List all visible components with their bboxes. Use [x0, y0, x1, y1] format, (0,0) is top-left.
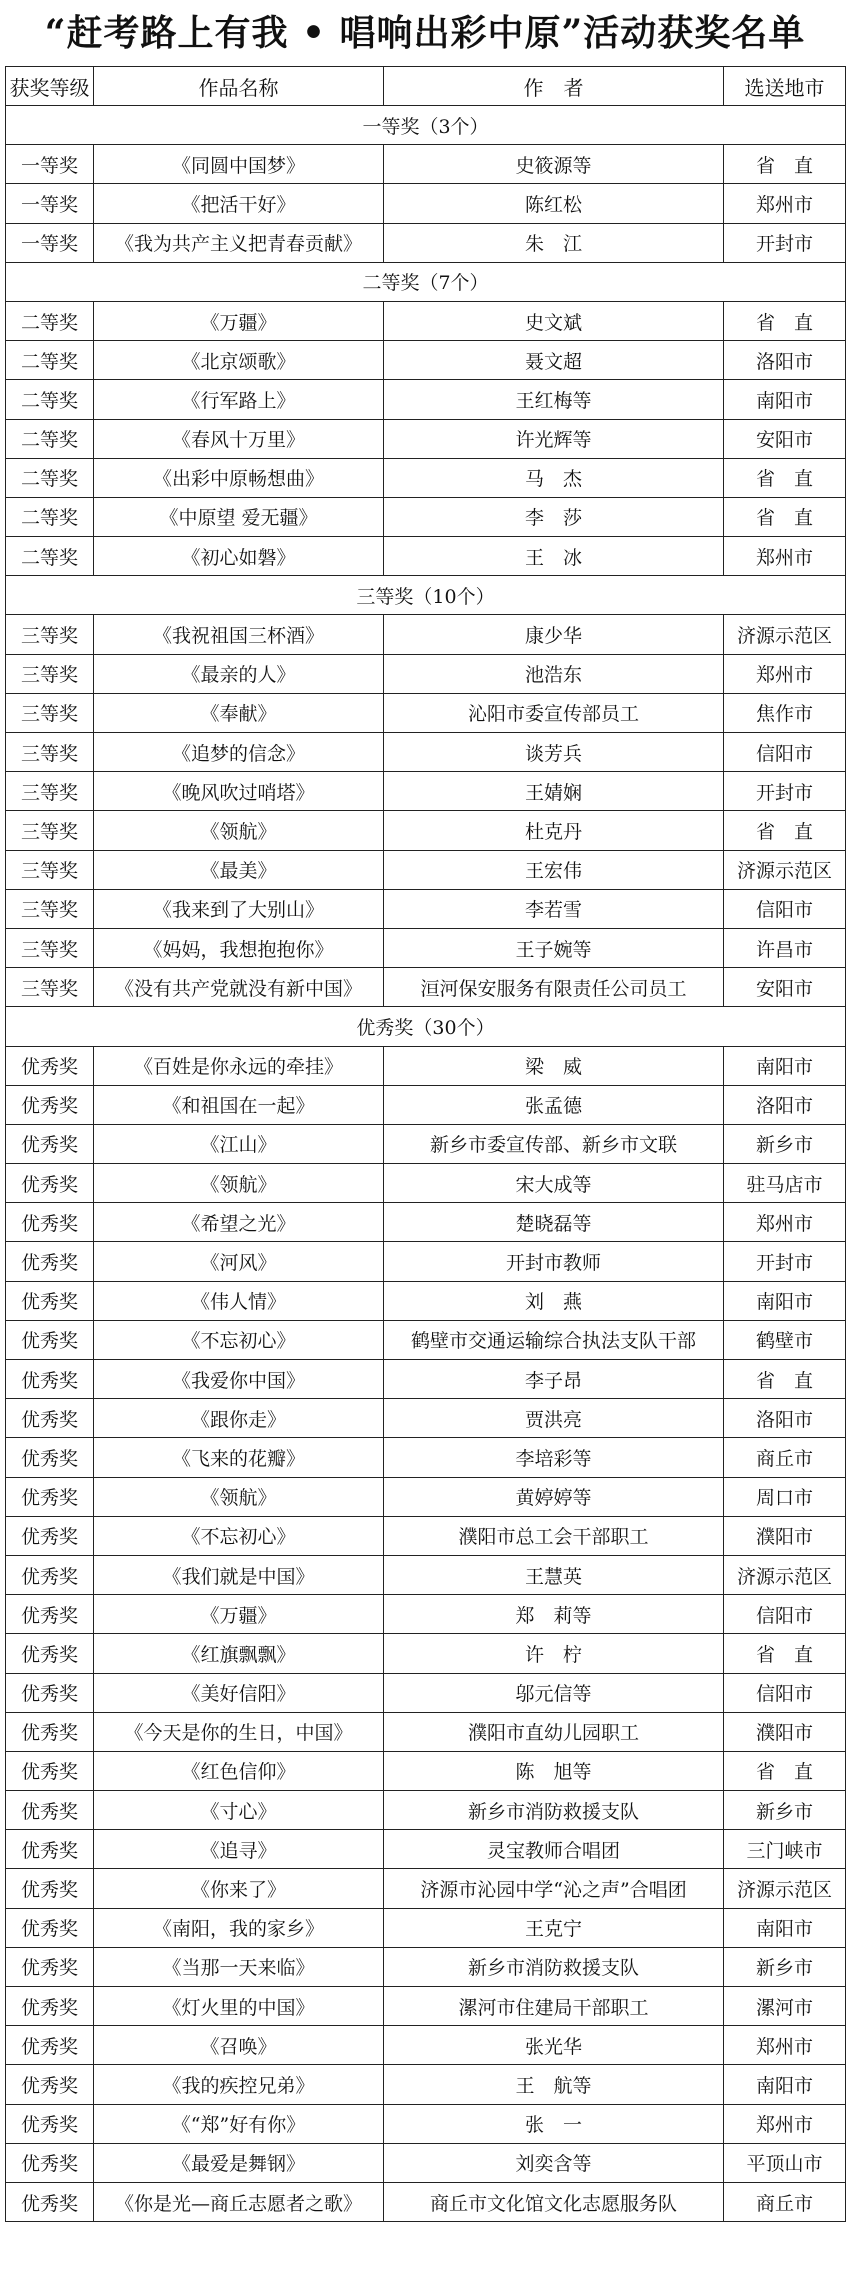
table-row	[6, 968, 846, 1007]
page-title: “赶考路上有我 • 唱响出彩中原”活动获奖名单	[44, 12, 806, 54]
author-cell: 濮阳市总工会干部职工	[384, 1516, 724, 1555]
award-level-cell: 优秀奖	[6, 1399, 94, 1438]
header-work-title: 作品名称	[94, 67, 384, 106]
award-level-cell: 优秀奖	[6, 1869, 94, 1908]
region-cell: 商丘市	[724, 1438, 846, 1477]
work-title-cell: 《灯火里的中国》	[94, 1987, 384, 2026]
award-level-cell: 优秀奖	[6, 1085, 94, 1124]
region-cell: 安阳市	[724, 419, 846, 458]
table-row	[6, 1947, 846, 1986]
award-level-cell: 优秀奖	[6, 1360, 94, 1399]
table-row	[6, 1634, 846, 1673]
table-row	[6, 1869, 846, 1908]
region-cell: 洛阳市	[724, 1085, 846, 1124]
region-cell: 南阳市	[724, 1046, 846, 1085]
region-cell: 济源示范区	[724, 1869, 846, 1908]
author-cell: 王慧英	[384, 1555, 724, 1594]
header-author: 作 者	[384, 67, 724, 106]
award-level-cell: 优秀奖	[6, 1555, 94, 1594]
author-cell: 王红梅等	[384, 380, 724, 419]
table-row	[6, 1360, 846, 1399]
author-cell: 史文斌	[384, 301, 724, 340]
author-cell: 沁阳市委宣传部员工	[384, 693, 724, 732]
region-cell: 信阳市	[724, 1595, 846, 1634]
award-level-cell: 优秀奖	[6, 1438, 94, 1477]
region-cell: 新乡市	[724, 1791, 846, 1830]
region-cell: 开封市	[724, 772, 846, 811]
author-cell: 王婧娴	[384, 772, 724, 811]
region-cell: 周口市	[724, 1477, 846, 1516]
region-cell: 郑州市	[724, 537, 846, 576]
region-cell: 郑州市	[724, 654, 846, 693]
award-level-cell: 优秀奖	[6, 1947, 94, 1986]
region-cell: 驻马店市	[724, 1164, 846, 1203]
award-level-cell: 三等奖	[6, 733, 94, 772]
table-row	[6, 811, 846, 850]
table-row	[6, 1203, 846, 1242]
work-title-cell: 《初心如磐》	[94, 537, 384, 576]
award-level-cell: 优秀奖	[6, 1281, 94, 1320]
table-row	[6, 1046, 846, 1085]
award-level-cell: 优秀奖	[6, 2065, 94, 2104]
awards-table-body	[6, 106, 846, 2222]
award-level-cell: 优秀奖	[6, 1320, 94, 1359]
award-level-cell: 优秀奖	[6, 1124, 94, 1163]
section-heading: 优秀奖（30个）	[6, 1007, 846, 1046]
award-level-cell: 优秀奖	[6, 1908, 94, 1947]
award-level-cell: 优秀奖	[6, 1830, 94, 1869]
work-title-cell: 《中原望 爱无疆》	[94, 497, 384, 536]
work-title-cell: 《没有共产党就没有新中国》	[94, 968, 384, 1007]
table-row	[6, 772, 846, 811]
work-title-cell: 《晚风吹过哨塔》	[94, 772, 384, 811]
region-cell: 平顶山市	[724, 2143, 846, 2182]
work-title-cell: 《出彩中原畅想曲》	[94, 458, 384, 497]
author-cell: 王 航等	[384, 2065, 724, 2104]
work-title-cell: 《伟人情》	[94, 1281, 384, 1320]
work-title-cell: 《你是光—商丘志愿者之歌》	[94, 2182, 384, 2221]
region-cell: 三门峡市	[724, 1830, 846, 1869]
award-level-cell: 一等奖	[6, 223, 94, 262]
author-cell: 新乡市委宣传部、新乡市文联	[384, 1124, 724, 1163]
award-level-cell: 二等奖	[6, 301, 94, 340]
work-title-cell: 《万疆》	[94, 1595, 384, 1634]
table-row	[6, 693, 846, 732]
work-title-cell: 《红色信仰》	[94, 1751, 384, 1790]
work-title-cell: 《当那一天来临》	[94, 1947, 384, 1986]
region-cell: 济源示范区	[724, 1555, 846, 1594]
table-row	[6, 1987, 846, 2026]
award-level-cell: 三等奖	[6, 811, 94, 850]
region-cell: 南阳市	[724, 1908, 846, 1947]
table-row	[6, 1124, 846, 1163]
award-level-cell: 三等奖	[6, 889, 94, 928]
table-row	[6, 1281, 846, 1320]
award-level-cell: 优秀奖	[6, 1634, 94, 1673]
region-cell: 省 直	[724, 1751, 846, 1790]
work-title-cell: 《不忘初心》	[94, 1320, 384, 1359]
author-cell: 梁 威	[384, 1046, 724, 1085]
author-cell: 王 冰	[384, 537, 724, 576]
work-title-cell: 《今天是你的生日，中国》	[94, 1712, 384, 1751]
region-cell: 省 直	[724, 811, 846, 850]
author-cell: 李子昂	[384, 1360, 724, 1399]
award-level-cell: 三等奖	[6, 850, 94, 889]
table-row	[6, 1595, 846, 1634]
author-cell: 王子婉等	[384, 928, 724, 967]
table-row	[6, 341, 846, 380]
author-cell: 李培彩等	[384, 1438, 724, 1477]
author-cell: 王宏伟	[384, 850, 724, 889]
table-row	[6, 2026, 846, 2065]
work-title-cell: 《北京颂歌》	[94, 341, 384, 380]
work-title-cell: 《跟你走》	[94, 1399, 384, 1438]
table-row	[6, 928, 846, 967]
author-cell: 池浩东	[384, 654, 724, 693]
award-level-cell: 一等奖	[6, 145, 94, 184]
work-title-cell: 《召唤》	[94, 2026, 384, 2065]
work-title-cell: 《把活干好》	[94, 184, 384, 223]
region-cell: 新乡市	[724, 1124, 846, 1163]
work-title-cell: 《我们就是中国》	[94, 1555, 384, 1594]
award-level-cell: 优秀奖	[6, 2182, 94, 2221]
author-cell: 张光华	[384, 2026, 724, 2065]
work-title-cell: 《万疆》	[94, 301, 384, 340]
work-title-cell: 《追梦的信念》	[94, 733, 384, 772]
award-level-cell: 二等奖	[6, 497, 94, 536]
region-cell: 南阳市	[724, 380, 846, 419]
table-row	[6, 654, 846, 693]
region-cell: 濮阳市	[724, 1516, 846, 1555]
table-header-row	[6, 67, 846, 106]
author-cell: 鹤壁市交通运输综合执法支队干部	[384, 1320, 724, 1359]
table-row	[6, 1164, 846, 1203]
author-cell: 刘奕含等	[384, 2143, 724, 2182]
work-title-cell: 《领航》	[94, 1164, 384, 1203]
header-region: 选送地市	[724, 67, 846, 106]
author-cell: 济源市沁园中学“沁之声”合唱团	[384, 1869, 724, 1908]
award-level-cell: 三等奖	[6, 654, 94, 693]
award-level-cell: 优秀奖	[6, 1477, 94, 1516]
author-cell: 新乡市消防救援支队	[384, 1791, 724, 1830]
table-row	[6, 223, 846, 262]
region-cell: 开封市	[724, 223, 846, 262]
table-row	[6, 537, 846, 576]
award-level-cell: 三等奖	[6, 693, 94, 732]
table-row	[6, 615, 846, 654]
region-cell: 郑州市	[724, 2026, 846, 2065]
award-level-cell: 优秀奖	[6, 2026, 94, 2065]
award-level-cell: 一等奖	[6, 184, 94, 223]
table-row	[6, 889, 846, 928]
work-title-cell: 《你来了》	[94, 1869, 384, 1908]
author-cell: 黄婷婷等	[384, 1477, 724, 1516]
author-cell: 新乡市消防救援支队	[384, 1947, 724, 1986]
region-cell: 商丘市	[724, 2182, 846, 2221]
region-cell: 省 直	[724, 1360, 846, 1399]
author-cell: 濮阳市直幼儿园职工	[384, 1712, 724, 1751]
work-title-cell: 《妈妈，我想抱抱你》	[94, 928, 384, 967]
work-title-cell: 《追寻》	[94, 1830, 384, 1869]
table-row	[6, 2143, 846, 2182]
award-level-cell: 优秀奖	[6, 1987, 94, 2026]
table-row	[6, 1516, 846, 1555]
author-cell: 聂文超	[384, 341, 724, 380]
award-level-cell: 三等奖	[6, 772, 94, 811]
region-cell: 郑州市	[724, 1203, 846, 1242]
author-cell: 杜克丹	[384, 811, 724, 850]
award-level-cell: 优秀奖	[6, 2143, 94, 2182]
region-cell: 省 直	[724, 1634, 846, 1673]
work-title-cell: 《江山》	[94, 1124, 384, 1163]
work-title-cell: 《我祝祖国三杯酒》	[94, 615, 384, 654]
table-row	[6, 1477, 846, 1516]
table-row	[6, 733, 846, 772]
award-level-cell: 二等奖	[6, 380, 94, 419]
table-row	[6, 2065, 846, 2104]
author-cell: 洹河保安服务有限责任公司员工	[384, 968, 724, 1007]
table-row	[6, 184, 846, 223]
table-row	[6, 419, 846, 458]
award-level-cell: 三等奖	[6, 615, 94, 654]
award-level-cell: 优秀奖	[6, 1751, 94, 1790]
author-cell: 许 柠	[384, 1634, 724, 1673]
table-row	[6, 1399, 846, 1438]
work-title-cell: 《领航》	[94, 1477, 384, 1516]
table-row	[6, 850, 846, 889]
work-title-cell: 《行军路上》	[94, 380, 384, 419]
table-row	[6, 1751, 846, 1790]
region-cell: 鹤壁市	[724, 1320, 846, 1359]
table-row	[6, 1555, 846, 1594]
region-cell: 济源示范区	[724, 850, 846, 889]
award-level-cell: 三等奖	[6, 968, 94, 1007]
region-cell: 安阳市	[724, 968, 846, 1007]
table-row	[6, 1712, 846, 1751]
award-level-cell: 优秀奖	[6, 1164, 94, 1203]
work-title-cell: 《飞来的花瓣》	[94, 1438, 384, 1477]
author-cell: 马 杰	[384, 458, 724, 497]
author-cell: 许光辉等	[384, 419, 724, 458]
work-title-cell: 《百姓是你永远的牵挂》	[94, 1046, 384, 1085]
table-row	[6, 1791, 846, 1830]
author-cell: 朱 江	[384, 223, 724, 262]
author-cell: 楚晓磊等	[384, 1203, 724, 1242]
author-cell: 灵宝教师合唱团	[384, 1830, 724, 1869]
work-title-cell: 《同圆中国梦》	[94, 145, 384, 184]
author-cell: 陈 旭等	[384, 1751, 724, 1790]
work-title-cell: 《“郑”好有你》	[94, 2104, 384, 2143]
table-row	[6, 1908, 846, 1947]
work-title-cell: 《我的疾控兄弟》	[94, 2065, 384, 2104]
author-cell: 漯河市住建局干部职工	[384, 1987, 724, 2026]
region-cell: 信阳市	[724, 733, 846, 772]
region-cell: 省 直	[724, 458, 846, 497]
work-title-cell: 《南阳，我的家乡》	[94, 1908, 384, 1947]
award-level-cell: 优秀奖	[6, 1242, 94, 1281]
table-row	[6, 2182, 846, 2221]
award-level-cell: 三等奖	[6, 928, 94, 967]
author-cell: 宋大成等	[384, 1164, 724, 1203]
award-level-cell: 优秀奖	[6, 1673, 94, 1712]
section-heading: 一等奖（3个）	[6, 106, 846, 145]
region-cell: 新乡市	[724, 1947, 846, 1986]
award-level-cell: 二等奖	[6, 458, 94, 497]
region-cell: 济源示范区	[724, 615, 846, 654]
author-cell: 王克宁	[384, 1908, 724, 1947]
table-row	[6, 1085, 846, 1124]
region-cell: 郑州市	[724, 2104, 846, 2143]
work-title-cell: 《春风十万里》	[94, 419, 384, 458]
award-level-cell: 优秀奖	[6, 1046, 94, 1085]
region-cell: 郑州市	[724, 184, 846, 223]
region-cell: 南阳市	[724, 2065, 846, 2104]
region-cell: 省 直	[724, 497, 846, 536]
award-level-cell: 优秀奖	[6, 1712, 94, 1751]
region-cell: 洛阳市	[724, 1399, 846, 1438]
author-cell: 李 莎	[384, 497, 724, 536]
work-title-cell: 《最亲的人》	[94, 654, 384, 693]
region-cell: 洛阳市	[724, 341, 846, 380]
table-row	[6, 145, 846, 184]
section-heading: 二等奖（7个）	[6, 262, 846, 301]
table-row	[6, 1242, 846, 1281]
award-level-cell: 优秀奖	[6, 1516, 94, 1555]
author-cell: 郑 莉等	[384, 1595, 724, 1634]
work-title-cell: 《奉献》	[94, 693, 384, 732]
award-level-cell: 优秀奖	[6, 1203, 94, 1242]
work-title-cell: 《美好信阳》	[94, 1673, 384, 1712]
section-heading-row	[6, 576, 846, 615]
award-level-cell: 二等奖	[6, 537, 94, 576]
work-title-cell: 《最爱是舞钢》	[94, 2143, 384, 2182]
section-heading-row	[6, 262, 846, 301]
region-cell: 漯河市	[724, 1987, 846, 2026]
region-cell: 信阳市	[724, 1673, 846, 1712]
region-cell: 濮阳市	[724, 1712, 846, 1751]
awards-table	[5, 66, 846, 2222]
table-row	[6, 1320, 846, 1359]
award-level-cell: 优秀奖	[6, 1595, 94, 1634]
work-title-cell: 《希望之光》	[94, 1203, 384, 1242]
author-cell: 张孟德	[384, 1085, 724, 1124]
region-cell: 焦作市	[724, 693, 846, 732]
award-level-cell: 优秀奖	[6, 1791, 94, 1830]
work-title-cell: 《红旗飘飘》	[94, 1634, 384, 1673]
author-cell: 刘 燕	[384, 1281, 724, 1320]
work-title-cell: 《我爱你中国》	[94, 1360, 384, 1399]
award-level-cell: 二等奖	[6, 341, 94, 380]
award-level-cell: 优秀奖	[6, 2104, 94, 2143]
author-cell: 开封市教师	[384, 1242, 724, 1281]
author-cell: 张 一	[384, 2104, 724, 2143]
author-cell: 康少华	[384, 615, 724, 654]
region-cell: 许昌市	[724, 928, 846, 967]
work-title-cell: 《最美》	[94, 850, 384, 889]
author-cell: 贾洪亮	[384, 1399, 724, 1438]
table-row	[6, 1673, 846, 1712]
region-cell: 开封市	[724, 1242, 846, 1281]
work-title-cell: 《领航》	[94, 811, 384, 850]
table-row	[6, 2104, 846, 2143]
work-title-cell: 《和祖国在一起》	[94, 1085, 384, 1124]
section-heading-row	[6, 106, 846, 145]
table-row	[6, 1438, 846, 1477]
region-cell: 南阳市	[724, 1281, 846, 1320]
region-cell: 省 直	[724, 301, 846, 340]
work-title-cell: 《河风》	[94, 1242, 384, 1281]
section-heading-row	[6, 1007, 846, 1046]
author-cell: 陈红松	[384, 184, 724, 223]
award-level-cell: 二等奖	[6, 419, 94, 458]
author-cell: 邬元信等	[384, 1673, 724, 1712]
region-cell: 省 直	[724, 145, 846, 184]
region-cell: 信阳市	[724, 889, 846, 928]
work-title-cell: 《我来到了大别山》	[94, 889, 384, 928]
header-award-level: 获奖等级	[6, 67, 94, 106]
work-title-cell: 《寸心》	[94, 1791, 384, 1830]
table-row	[6, 301, 846, 340]
work-title-cell: 《我为共产主义把青春贡献》	[94, 223, 384, 262]
table-row	[6, 497, 846, 536]
section-heading: 三等奖（10个）	[6, 576, 846, 615]
table-row	[6, 1830, 846, 1869]
work-title-cell: 《不忘初心》	[94, 1516, 384, 1555]
author-cell: 谈芳兵	[384, 733, 724, 772]
table-row	[6, 380, 846, 419]
author-cell: 商丘市文化馆文化志愿服务队	[384, 2182, 724, 2221]
author-cell: 史筱源等	[384, 145, 724, 184]
author-cell: 李若雪	[384, 889, 724, 928]
table-row	[6, 458, 846, 497]
